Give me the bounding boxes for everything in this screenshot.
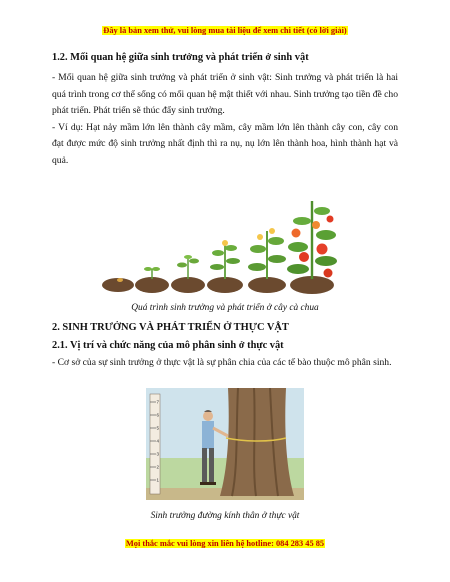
ruler-tick-label: 1 xyxy=(156,477,160,483)
figure-caption-trunk: Sinh trưởng đường kính thân ở thực vật xyxy=(150,511,300,521)
paragraph-example: - Ví dụ: Hạt nảy mầm lớn lên thành cây mầm, cây mầm lớn lên thành cây con, cây con đạt được mức độ sinh trưởng nhất định thì ra nụ, nụ lớn lên thành hoa, hình thành hạt và quả. xyxy=(52,121,398,166)
measuring-ruler xyxy=(150,394,160,494)
heading-2: 2. SINH TRƯỞNG VÀ PHÁT TRIỂN Ở THỰC VẬT xyxy=(52,322,289,333)
tree-trunk-figure xyxy=(146,388,304,500)
hotline-banner-text: Mọi thắc mắc vui lòng xin liên hệ hotline: 084 283 45 85 xyxy=(125,539,325,548)
ruler-tick-label: 6 xyxy=(156,412,160,418)
figure-caption-tomato: Quá trình sinh trưởng và phát triển ở cây cà chua xyxy=(131,303,319,313)
heading-1-2: 1.2. Mối quan hệ giữa sinh trưởng và phát triển ở sinh vật xyxy=(52,52,309,63)
paragraph-meristem: - Cơ sở của sự sinh trưởng ở thực vật là sự phân chia của các tế bào thuộc mô phân sinh. xyxy=(52,357,392,368)
ruler-tick-label: 3 xyxy=(156,451,160,457)
preview-banner-text: Đây là bản xem thử, vui lòng mua tài liệu để xem chi tiết (có lời giải) xyxy=(103,26,347,35)
hotline-banner xyxy=(0,539,450,548)
preview-banner xyxy=(0,26,450,35)
tomato-growth-figure xyxy=(100,185,350,295)
ruler-tick-label: 7 xyxy=(156,399,160,405)
section-1-2 xyxy=(52,52,398,170)
ruler-tick-label: 5 xyxy=(156,425,160,431)
ruler-tick-label: 2 xyxy=(156,464,160,470)
section-2 xyxy=(52,322,398,372)
paragraph-relationship: - Mối quan hệ giữa sinh trưởng và phát triển ở sinh vật: Sinh trưởng và phát triển là hai quá trình trong cơ thể sống có mối quan hệ mật thiết với nhau. Sinh trưởng tạo tiền đề cho phát triển. Phát triển sẽ thúc đẩy sinh trưởng. xyxy=(52,72,399,117)
ruler-tick-label: 4 xyxy=(156,438,160,444)
heading-2-1: 2.1. Vị trí và chức năng của mô phân sinh ở thực vật xyxy=(52,340,284,351)
